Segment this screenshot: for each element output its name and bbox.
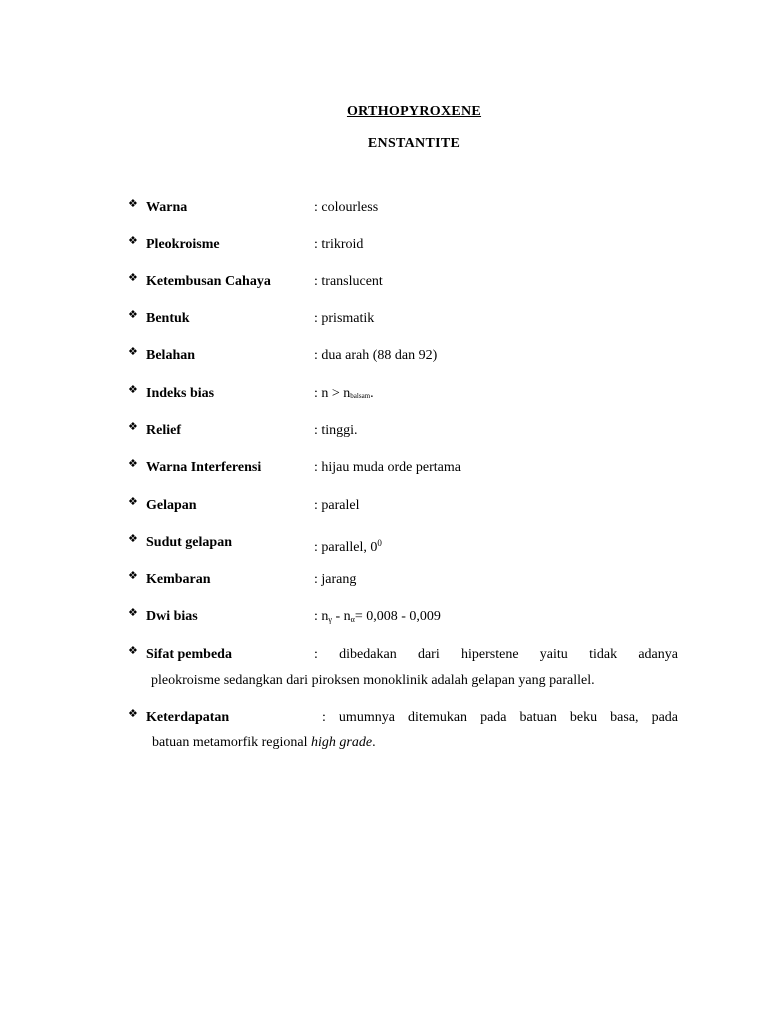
property-value: : dibedakan dari hiperstene yaitu tidak adanya [314,647,678,662]
value-suffix: = 0,008 - 0,009 [354,609,441,624]
property-label: Ketembusan Cahaya [146,274,271,289]
property-value: : trikroid [314,237,364,252]
diamond-bullet-icon: ❖ [128,457,138,470]
value-subscript: balsam [350,392,371,400]
continuation-suffix: . [372,735,376,750]
value-suffix: . [370,386,374,401]
property-value: : colourless [314,200,379,215]
property-label: Warna Interferensi [146,460,262,475]
diamond-bullet-icon: ❖ [128,420,138,433]
property-value-continuation [152,733,376,753]
value-subscript-alpha: α [350,615,355,624]
property-label: Dwi bias [146,609,198,624]
property-value: : jarang [314,572,357,587]
list-item-sifat-pembeda [128,645,678,691]
document-title: ORTHOPYROXENE [346,104,482,119]
property-value-continuation: pleokroisme sedangkan dari piroksen monoklinik adalah gelapan yang parallel. [151,673,595,688]
diamond-bullet-icon: ❖ [128,345,138,358]
diamond-bullet-icon: ❖ [128,197,138,210]
property-value: : umumnya ditemukan pada batuan beku basa, pada [322,710,678,725]
property-label: Kembaran [146,572,211,587]
diamond-bullet-icon: ❖ [128,569,138,582]
property-label: Relief [146,423,181,438]
property-value: : tinggi. [314,423,358,438]
value-middle: - n [331,609,351,624]
diamond-bullet-icon: ❖ [128,606,138,619]
property-value: : translucent [314,274,383,289]
property-value: : prismatik [314,311,375,326]
diamond-bullet-icon: ❖ [128,495,138,508]
property-label: Warna [146,200,188,215]
value-text: : n [314,609,329,624]
list-item-keterdapatan [128,708,678,754]
value-superscript: 0 [377,538,382,548]
property-value: : paralel [314,498,360,513]
value-text: : n > n [314,386,351,401]
property-label: Gelapan [146,498,197,513]
property-value [314,533,382,558]
continuation-text: batuan metamorfik regional [152,735,311,750]
property-label: Keterdapatan [146,710,230,725]
property-value: : dua arah (88 dan 92) [314,348,438,363]
diamond-bullet-icon: ❖ [128,234,138,247]
diamond-bullet-icon: ❖ [128,308,138,321]
property-value [314,607,441,630]
property-label: Sifat pembeda [146,647,232,662]
document-subtitle: ENSTANTITE [367,136,461,151]
property-value: : hijau muda orde pertama [314,460,461,475]
diamond-bullet-icon: ❖ [128,383,138,396]
value-text: : parallel, 0 [314,540,378,555]
property-value [314,384,374,406]
value-subscript-gamma: γ [328,615,332,624]
continuation-italic: high grade [311,735,373,750]
diamond-bullet-icon: ❖ [128,271,138,284]
property-label: Pleokroisme [146,237,220,252]
diamond-bullet-icon: ❖ [128,532,138,545]
diamond-bullet-icon: ❖ [128,644,138,657]
property-label: Indeks bias [146,386,215,401]
diamond-bullet-icon: ❖ [128,707,138,720]
property-label: Bentuk [146,311,190,326]
property-label: Sudut gelapan [146,535,232,550]
property-label: Belahan [146,348,196,363]
